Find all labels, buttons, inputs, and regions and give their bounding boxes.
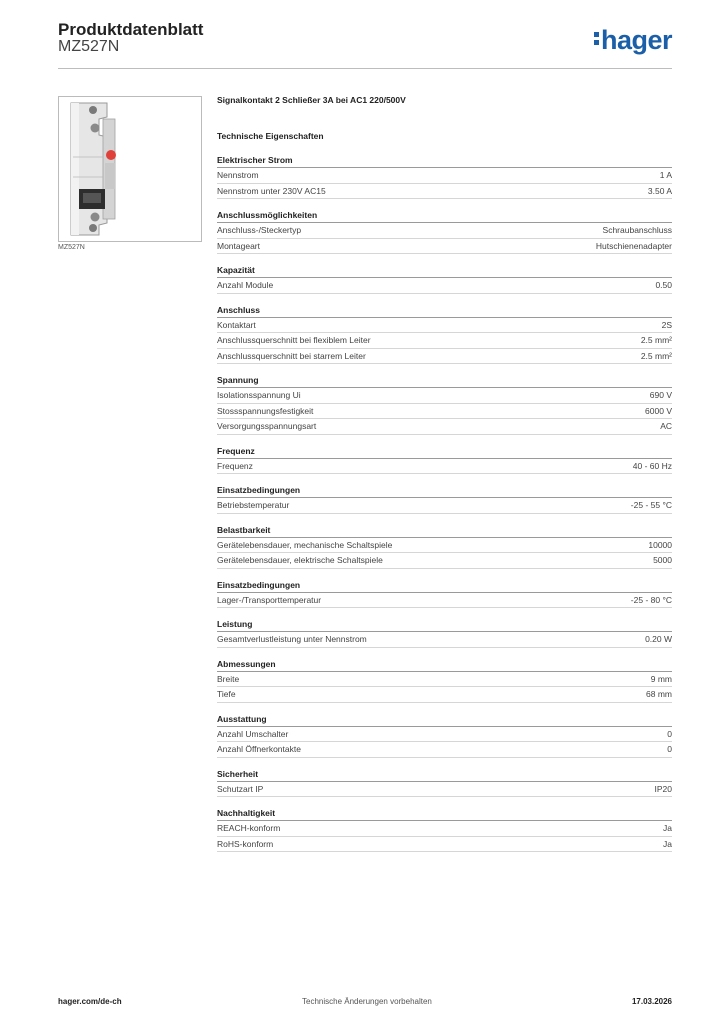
spec-row xyxy=(217,821,672,837)
image-caption: MZ527N xyxy=(58,244,85,251)
spec-value: 9 mm xyxy=(650,673,672,684)
spec-section xyxy=(217,617,672,648)
spec-value: 0.50 xyxy=(655,280,672,290)
spec-row xyxy=(217,318,672,334)
spec-row xyxy=(217,239,672,255)
spec-row xyxy=(217,223,672,239)
spec-section xyxy=(217,806,672,852)
spec-value: IP20 xyxy=(654,783,672,794)
spec-label: Stossspannungsfestigkeit xyxy=(217,405,314,416)
product-model: MZ527N xyxy=(58,38,120,55)
spec-label: RoHS-konform xyxy=(217,838,274,849)
spec-value: 0 xyxy=(667,728,672,739)
spec-value: 1 A xyxy=(659,170,672,180)
spec-row xyxy=(217,388,672,404)
spec-value: 6000 V xyxy=(645,405,672,416)
spec-value: 2S xyxy=(661,319,672,330)
spec-row xyxy=(217,672,672,688)
spec-label: Anschluss-/Steckertyp xyxy=(217,225,302,235)
section-heading: Anschlussmöglichkeiten xyxy=(217,208,672,223)
product-image xyxy=(58,96,202,242)
spec-label: Breite xyxy=(217,673,240,684)
spec-row xyxy=(217,419,672,435)
spec-label: Schutzart IP xyxy=(217,783,264,794)
page-title: Produktdatenblatt xyxy=(58,20,204,39)
spec-row xyxy=(217,498,672,514)
spec-section xyxy=(217,303,672,365)
auxiliary-contact-icon xyxy=(59,97,201,241)
spec-row xyxy=(217,459,672,475)
spec-row xyxy=(217,782,672,798)
spec-sections xyxy=(217,153,672,852)
section-heading: Einsatzbedingungen xyxy=(217,483,672,498)
spec-label: Montageart xyxy=(217,240,260,251)
spec-label: Gerätelebensdauer, elektrische Schaltspiele xyxy=(217,555,383,565)
spec-row xyxy=(217,553,672,569)
spec-row xyxy=(217,349,672,365)
spec-row xyxy=(217,333,672,349)
section-heading: Anschluss xyxy=(217,303,672,318)
spec-value: AC xyxy=(660,421,672,431)
spec-label: Betriebstemperatur xyxy=(217,500,290,510)
spec-section xyxy=(217,444,672,475)
section-heading: Sicherheit xyxy=(217,767,672,782)
spec-value: 0.20 W xyxy=(645,634,672,644)
spec-label: Lager-/Transporttemperatur xyxy=(217,594,322,605)
footer-note: Technische Änderungen vorbehalten xyxy=(302,997,432,1006)
footer-date: 17.03.2026 xyxy=(631,997,672,1006)
spec-label: Anschlussquerschnitt bei starrem Leiter xyxy=(217,350,366,361)
spec-label: Anzahl Module xyxy=(217,280,274,290)
spec-section xyxy=(217,523,672,569)
section-heading: Abmessungen xyxy=(217,657,672,672)
spec-row xyxy=(217,168,672,184)
spec-label: Anschlussquerschnitt bei flexiblem Leiter xyxy=(217,335,371,345)
spec-row xyxy=(217,837,672,853)
header-divider xyxy=(58,68,672,69)
spec-section xyxy=(217,153,672,199)
spec-row xyxy=(217,742,672,758)
section-heading: Nachhaltigkeit xyxy=(217,806,672,821)
spec-value: Schraubanschluss xyxy=(602,225,672,235)
section-heading: Spannung xyxy=(217,373,672,388)
spec-row xyxy=(217,727,672,743)
spec-label: Anzahl Öffnerkontakte xyxy=(217,744,301,754)
spec-section xyxy=(217,578,672,609)
spec-section xyxy=(217,712,672,758)
spec-value: -25 - 55 °C xyxy=(630,500,672,510)
spec-label: Versorgungsspannungsart xyxy=(217,421,317,431)
spec-section xyxy=(217,263,672,294)
spec-row xyxy=(217,184,672,200)
spec-section xyxy=(217,657,672,703)
section-heading: Ausstattung xyxy=(217,712,672,727)
spec-subtitle: Technische Eigenschaften xyxy=(217,131,324,141)
spec-value: 40 - 60 Hz xyxy=(632,460,672,471)
spec-value: 68 mm xyxy=(646,689,672,699)
footer-url[interactable]: hager.com/de-ch xyxy=(58,997,122,1006)
spec-row xyxy=(217,278,672,294)
spec-value: 2.5 mm² xyxy=(640,335,672,345)
spec-section xyxy=(217,767,672,798)
product-title: Signalkontakt 2 Schließer 3A bei AC1 220/500V xyxy=(217,95,406,105)
logo-text: hager xyxy=(601,25,673,55)
spec-value: Ja xyxy=(663,838,672,849)
spec-value: Ja xyxy=(663,823,672,833)
spec-label: Tiefe xyxy=(217,689,236,699)
spec-section xyxy=(217,373,672,435)
spec-value: Hutschienenadapter xyxy=(595,240,672,251)
spec-value: 5000 xyxy=(653,555,672,565)
logo-dots-icon xyxy=(594,26,600,46)
spec-section xyxy=(217,483,672,514)
section-heading: Einsatzbedingungen xyxy=(217,578,672,593)
spec-label: REACH-konform xyxy=(217,823,281,833)
spec-label: Anzahl Umschalter xyxy=(217,728,289,739)
section-heading: Kapazität xyxy=(217,263,672,278)
spec-row xyxy=(217,593,672,609)
spec-label: Gerätelebensdauer, mechanische Schaltspiele xyxy=(217,539,393,550)
spec-value: 3.50 A xyxy=(647,185,672,196)
spec-section xyxy=(217,208,672,254)
spec-content xyxy=(217,93,672,852)
spec-label: Isolationsspannung Ui xyxy=(217,390,301,400)
spec-row xyxy=(217,632,672,648)
section-heading: Frequenz xyxy=(217,444,672,459)
spec-label: Gesamtverlustleistung unter Nennstrom xyxy=(217,634,367,644)
spec-label: Nennstrom xyxy=(217,170,259,180)
section-heading: Elektrischer Strom xyxy=(217,153,672,168)
hager-logo[interactable] xyxy=(594,26,672,54)
spec-label: Nennstrom unter 230V AC15 xyxy=(217,185,326,196)
spec-row xyxy=(217,687,672,703)
spec-row xyxy=(217,404,672,420)
spec-label: Frequenz xyxy=(217,460,253,471)
spec-value: -25 - 80 °C xyxy=(630,594,672,605)
section-heading: Belastbarkeit xyxy=(217,523,672,538)
spec-value: 0 xyxy=(667,744,672,754)
spec-value: 10000 xyxy=(648,539,672,550)
spec-row xyxy=(217,538,672,554)
spec-value: 690 V xyxy=(649,390,672,400)
spec-value: 2.5 mm² xyxy=(640,350,672,361)
section-heading: Leistung xyxy=(217,617,672,632)
spec-label: Kontaktart xyxy=(217,319,256,330)
